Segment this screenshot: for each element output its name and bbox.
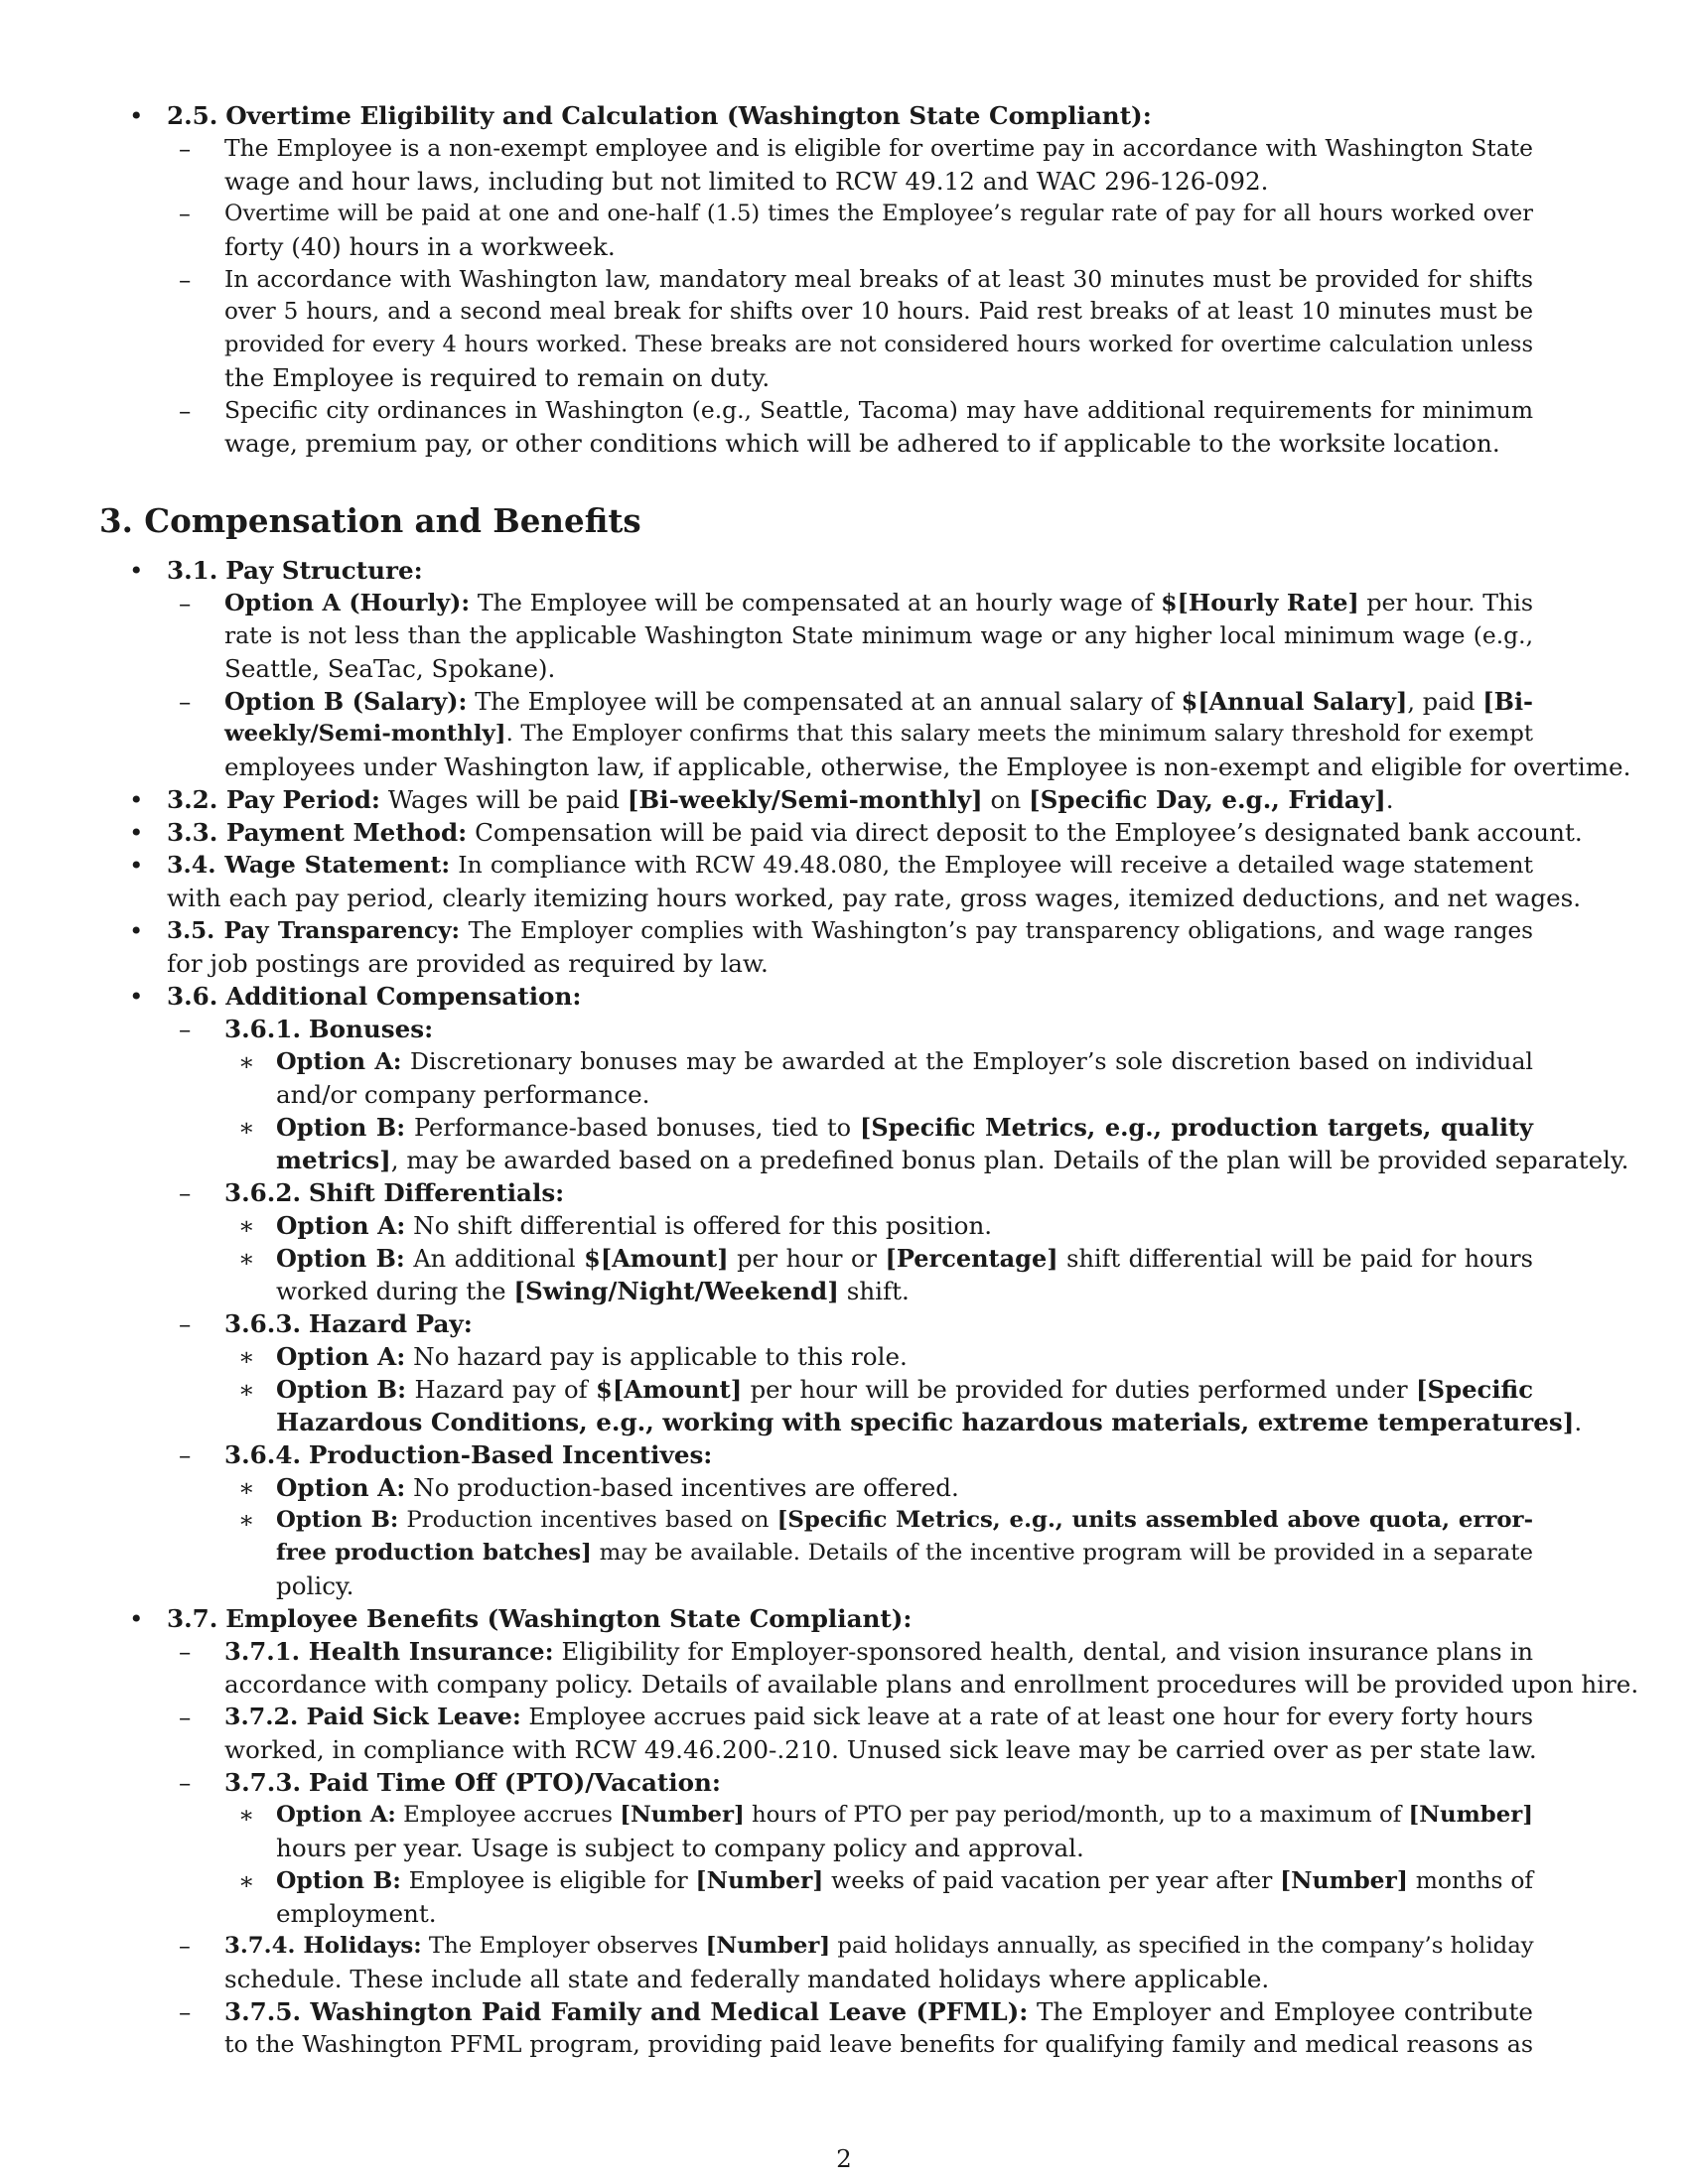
section-3-5-label: 3.5. Pay Transparency: [167, 917, 461, 944]
number-placeholder: [Number] [695, 1866, 824, 1894]
bullet-marker: • [129, 982, 144, 1011]
text-line: Overtime will be paid at one and one-half (1.5) times the Employee’s regular rate of pay for all hours worked over [224, 201, 1533, 226]
option-label: Option A: [276, 1211, 406, 1240]
section-3-6-1-item [99, 1013, 1589, 1045]
section-3-6-3-label: 3.6.3. [224, 1309, 302, 1338]
text-line: hours per year. Usage is subject to company policy and approval. [276, 1834, 1084, 1862]
bullet-marker: • [129, 101, 144, 130]
text-fragment: The Employee will be compensated at an hourly wage of [477, 589, 1154, 616]
pay-frequency-placeholder: [Bi- [1482, 687, 1534, 716]
text-line: Seattle, SeaTac, Spokane). [224, 654, 556, 683]
text-line: policy. [276, 1571, 354, 1600]
text-line: employees under Washington law, if applicable, otherwise, the Employee is non-exempt and eligible for overtime. [224, 752, 1631, 781]
text-line: and/or company performance. [276, 1080, 650, 1109]
section-3-2-item [99, 783, 1589, 816]
pto-option-a [99, 1799, 1589, 1832]
metrics-placeholder: free production batches] [276, 1540, 592, 1566]
number-placeholder: [Number] [1408, 1802, 1533, 1828]
section-3-7-4-item [99, 1930, 1589, 1963]
option-label: Option B: [276, 1375, 407, 1404]
dash-marker: – [179, 200, 191, 227]
bullet-marker: • [129, 916, 144, 945]
dash-marker: – [179, 1637, 192, 1666]
section-3-4-label: 3.4. Wage Statement: [167, 851, 451, 879]
text-fragment: Compensation will be paid via direct deposit to the Employee’s designated bank account. [475, 818, 1583, 847]
section-3-6-2-title: Shift Differentials: [308, 1178, 565, 1207]
shift-option-a [99, 1209, 1589, 1242]
section-2-5-bullet-2 [99, 198, 1589, 230]
text-line: Specific city ordinances in Washington (e.g., Seattle, Tacoma) may have additional requirements for minimum [224, 396, 1533, 424]
shift-placeholder: [Swing/Night/Weekend] [513, 1277, 839, 1305]
text-line: worked, in compliance with RCW 49.46.200-.210. Unused sick leave may be carried over as per state law. [224, 1735, 1537, 1764]
text-line: employment. [276, 1899, 437, 1928]
asterisk-marker: ∗ [238, 1473, 255, 1502]
pay-day-placeholder: [Specific Day, e.g., Friday] [1029, 785, 1386, 814]
text-line: schedule. These include all state and federally mandated holidays where applicable. [224, 1965, 1270, 1993]
text-fragment: paid holidays annually, as specified in the company’s holiday [837, 1933, 1534, 1959]
dash-marker: – [179, 1015, 192, 1043]
section-3-7-label: 3.7. [167, 1604, 218, 1633]
incentive-option-a [99, 1471, 1589, 1504]
section-3-7-2-item [99, 1701, 1589, 1733]
text-fragment: hours of PTO per pay period/month, up to a maximum of [752, 1802, 1402, 1828]
text-line: The Employee is a non-exempt employee and is eligible for overtime pay in accordance with Washington State [224, 134, 1533, 162]
text-fragment: Hazard pay of [414, 1375, 588, 1404]
conditions-placeholder: Hazardous Conditions, e.g., working with specific hazardous materials, extreme temperatures] [276, 1408, 1575, 1436]
text-line: the Employee is required to remain on duty. [224, 363, 771, 392]
text-line: wage and hour laws, including but not limited to RCW 49.12 and WAC 296-126-092. [224, 167, 1269, 196]
section-3-7-1-label: 3.7.1. Health Insurance: [224, 1637, 554, 1666]
option-label: Option B: [276, 1866, 401, 1894]
text-fragment: Performance-based bonuses, tied to [413, 1114, 852, 1142]
section-3-7-2-label: 3.7.2. Paid Sick Leave: [224, 1703, 521, 1730]
dash-marker: – [179, 1440, 192, 1469]
metrics-placeholder: [Specific Metrics, e.g., production targets, quality [859, 1113, 1534, 1142]
asterisk-marker: ∗ [238, 1375, 255, 1404]
text-fragment: , may be awarded based on a predefined bonus plan. Details of the plan will be provided separately. [390, 1146, 1629, 1174]
bullet-marker: • [129, 851, 144, 880]
section-3-6-1-title: Bonuses: [308, 1015, 434, 1043]
amount-placeholder: $[Amount] [584, 1244, 729, 1273]
text-fragment: shift differential will be paid for hours [1066, 1245, 1533, 1273]
text-line [276, 1406, 1582, 1438]
asterisk-marker: ∗ [238, 1342, 255, 1371]
dash-marker: – [179, 265, 192, 294]
incentive-option-b [99, 1504, 1589, 1537]
section-3-1-title: Pay Structure: [225, 556, 423, 585]
text-fragment: shift. [846, 1277, 910, 1305]
section-3-5-item [99, 914, 1589, 947]
section-2-5-bullet-1 [99, 132, 1589, 165]
number-placeholder: [Number] [620, 1802, 745, 1828]
section-3-1-item [99, 554, 1589, 587]
text-fragment: Employee accrues [403, 1802, 613, 1828]
page-number: 2 [836, 2144, 852, 2173]
section-3-7-item [99, 1602, 1589, 1635]
text-fragment: weeks of paid vacation per year after [831, 1866, 1273, 1894]
text-line [224, 718, 1533, 751]
option-label: Option A: [276, 1802, 396, 1828]
text-line [276, 1275, 910, 1307]
section-3-6-label: 3.6. [167, 982, 218, 1011]
asterisk-marker: ∗ [238, 1047, 255, 1076]
asterisk-marker: ∗ [238, 1506, 255, 1534]
text-line: over 5 hours, and a second meal break for shifts over 10 hours. Paid rest breaks of at least 10 minutes must be [224, 299, 1533, 325]
section-3-heading: 3. Compensation and Benefits [99, 501, 641, 540]
section-3-6-4-label: 3.6.4. [224, 1440, 302, 1469]
pay-frequency-placeholder: [Bi-weekly/Semi-monthly] [627, 785, 983, 814]
annual-salary-placeholder: $[Annual Salary] [1181, 687, 1408, 716]
option-label: Option A: [276, 1047, 402, 1075]
pay-frequency-placeholder: weekly/Semi-monthly] [224, 721, 506, 747]
percentage-placeholder: [Percentage] [885, 1244, 1058, 1273]
section-2-5-bullet-3 [99, 263, 1589, 296]
hazard-option-a [99, 1340, 1589, 1373]
text-fragment: . [1574, 1408, 1583, 1436]
amount-placeholder: $[Amount] [596, 1375, 743, 1404]
text-line: forty (40) hours in a workweek. [224, 232, 616, 261]
conditions-placeholder: [Specific [1416, 1375, 1534, 1404]
dash-marker: – [179, 687, 192, 716]
text-line: with each pay period, clearly itemizing hours worked, pay rate, gross wages, itemized deductions, and net wages. [167, 884, 1582, 912]
text-fragment: Production incentives based on [406, 1507, 770, 1533]
dash-marker: – [179, 1932, 191, 1960]
hourly-rate-placeholder: $[Hourly Rate] [1161, 589, 1359, 616]
pto-option-b [99, 1864, 1589, 1897]
shift-option-b [99, 1242, 1589, 1275]
text-fragment: The Employer observes [428, 1933, 699, 1959]
text-line [276, 1144, 1628, 1176]
section-3-6-1-label: 3.6.1. [224, 1015, 302, 1043]
text-line: for job postings are provided as required by law. [167, 949, 769, 978]
bonus-option-a [99, 1045, 1589, 1078]
text-fragment: An additional [413, 1245, 576, 1273]
section-3-7-5-item [99, 1995, 1589, 2028]
section-3-6-3-item [99, 1307, 1589, 1340]
text-fragment: , paid [1407, 688, 1476, 716]
text-line: In accordance with Washington law, mandatory meal breaks of at least 30 minutes must be provided for shifts [224, 265, 1533, 293]
section-2-5-bullet-4 [99, 394, 1589, 427]
dash-marker: – [179, 589, 192, 617]
option-a-hourly [99, 587, 1589, 619]
text-fragment: per hour will be provided for duties performed under [750, 1375, 1408, 1404]
text-fragment: Employee accrues paid sick leave at a rate of at least one hour for every forty hours [528, 1703, 1534, 1730]
option-label: Option B: [276, 1507, 399, 1533]
section-2-5-title: Overtime Eligibility and Calculation (Washington State Compliant): [225, 101, 1152, 130]
asterisk-marker: ∗ [238, 1113, 255, 1142]
section-3-7-title: Employee Benefits (Washington State Compliant): [225, 1604, 913, 1633]
section-3-7-3-item [99, 1766, 1589, 1799]
section-3-1-label: 3.1. [167, 556, 218, 585]
section-3-7-3-title: Paid Time Off (PTO)/Vacation: [308, 1768, 721, 1797]
text-fragment: No hazard pay is applicable to this role. [413, 1342, 908, 1371]
option-b-salary [99, 685, 1589, 718]
text-fragment: worked during the [276, 1277, 506, 1305]
section-3-6-item [99, 980, 1589, 1013]
option-label: Option A: [276, 1473, 406, 1502]
text-fragment: No shift differential is offered for this position. [413, 1211, 993, 1240]
section-3-3-item [99, 816, 1589, 849]
asterisk-marker: ∗ [238, 1211, 255, 1240]
text-fragment: In compliance with RCW 49.48.080, the Employee will receive a detailed wage statement [458, 851, 1534, 879]
option-label: Option A (Hourly): [224, 589, 471, 616]
text-fragment: per hour or [737, 1245, 877, 1273]
text-fragment: . The Employer confirms that this salary meets the minimum salary threshold for exempt [505, 721, 1533, 747]
hazard-option-b [99, 1373, 1589, 1406]
option-label: Option B (Salary): [224, 687, 468, 716]
section-3-6-2-label: 3.6.2. [224, 1178, 302, 1207]
asterisk-marker: ∗ [238, 1866, 255, 1895]
dash-marker: – [179, 1997, 192, 2026]
dash-marker: – [179, 396, 192, 425]
dash-marker: – [179, 134, 192, 163]
text-fragment: No production-based incentives are offered. [413, 1473, 959, 1502]
asterisk-marker: ∗ [238, 1801, 255, 1829]
number-placeholder: [Number] [705, 1933, 831, 1959]
asterisk-marker: ∗ [238, 1244, 255, 1273]
dash-marker: – [179, 1703, 192, 1731]
text-fragment: Employee is eligible for [408, 1866, 688, 1894]
text-fragment: Discretionary bonuses may be awarded at the Employer’s sole discretion based on individual [410, 1047, 1534, 1075]
text-fragment: on [990, 785, 1022, 814]
text-fragment: per hour. This [1366, 589, 1534, 616]
option-label: Option B: [276, 1113, 406, 1142]
text-fragment: The Employer complies with Washington’s pay transparency obligations, and wage ranges [468, 918, 1534, 944]
bullet-marker: • [129, 818, 144, 847]
bullet-marker: • [129, 1604, 144, 1633]
bonus-option-b [99, 1111, 1589, 1144]
text-fragment: Eligibility for Employer-sponsored health, dental, and vision insurance plans in [561, 1637, 1533, 1666]
text-line [276, 1537, 1533, 1570]
text-line: provided for every 4 hours worked. These breaks are not considered hours worked for overtime calculation unless [224, 332, 1533, 357]
text-fragment: . [1385, 785, 1394, 814]
text-fragment: The Employee will be compensated at an annual salary of [475, 688, 1174, 716]
option-label: Option A: [276, 1342, 406, 1371]
document-page [99, 99, 1639, 2184]
section-3-2-label: 3.2. Pay Period: [167, 785, 380, 814]
section-3-4-item [99, 849, 1589, 882]
section-3-7-1-item [99, 1635, 1589, 1668]
text-line: wage, premium pay, or other conditions which will be adhered to if applicable to the worksite location. [224, 429, 1500, 458]
section-3-6-title: Additional Compensation: [225, 982, 582, 1011]
section-3-7-3-label: 3.7.3. [224, 1768, 302, 1797]
text-fragment: months of [1415, 1866, 1534, 1894]
section-3-7-5-label: 3.7.5. Washington Paid Family and Medical Leave (PFML): [224, 1997, 1029, 2026]
section-3-6-2-item [99, 1176, 1589, 1209]
text-fragment: The Employer and Employee contribute [1036, 1997, 1533, 2026]
section-2-5-label: 2.5. [167, 101, 218, 130]
dash-marker: – [179, 1178, 192, 1207]
bullet-marker: • [129, 785, 144, 814]
metrics-placeholder: metrics] [276, 1146, 391, 1174]
dash-marker: – [179, 1768, 192, 1797]
text-fragment: may be available. Details of the incentive program will be provided in a separate [599, 1540, 1533, 1566]
section-3-6-4-item [99, 1438, 1589, 1471]
section-3-7-4-label: 3.7.4. Holidays: [224, 1933, 422, 1959]
option-label: Option B: [276, 1244, 405, 1273]
section-3-3-label: 3.3. Payment Method: [167, 818, 468, 847]
section-3-6-3-title: Hazard Pay: [308, 1309, 473, 1338]
metrics-placeholder: [Specific Metrics, e.g., units assembled above quota, error- [776, 1507, 1534, 1533]
section-3-6-4-title: Production-Based Incentives: [308, 1440, 713, 1469]
text-line: to the Washington PFML program, providing paid leave benefits for qualifying family and medical reasons as [224, 2030, 1533, 2058]
text-fragment: Wages will be paid [387, 785, 620, 814]
bullet-marker: • [129, 556, 144, 585]
section-2-5-item [99, 99, 1589, 132]
text-line: accordance with company policy. Details of available plans and enrollment procedures will be provided upon hire. [224, 1670, 1639, 1699]
number-placeholder: [Number] [1280, 1866, 1408, 1894]
text-line: rate is not less than the applicable Washington State minimum wage or any higher local minimum wage (e.g., [224, 621, 1533, 649]
dash-marker: – [179, 1309, 192, 1338]
